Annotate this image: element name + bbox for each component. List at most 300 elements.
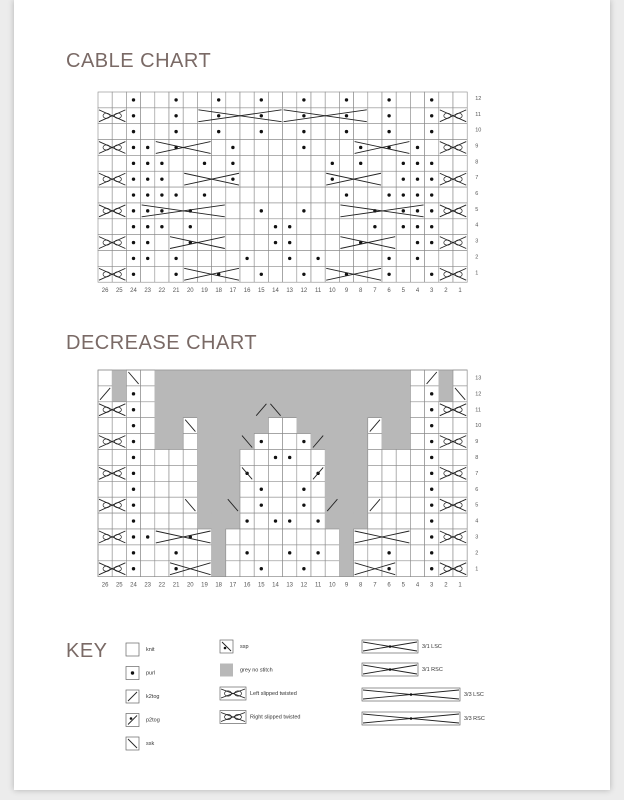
cable-cell bbox=[453, 251, 467, 267]
no-stitch-cell bbox=[212, 497, 226, 513]
decrease-cell bbox=[226, 529, 240, 545]
decrease-cell bbox=[155, 465, 169, 481]
cable-cell bbox=[212, 187, 226, 203]
no-stitch-cell bbox=[155, 402, 169, 418]
cable-row-number: 2 bbox=[475, 254, 479, 261]
purl-dot bbox=[430, 392, 433, 395]
cable-cell bbox=[297, 219, 311, 235]
no-stitch-cell bbox=[240, 370, 254, 386]
decrease-row-number: 7 bbox=[475, 470, 479, 477]
purl-dot bbox=[260, 273, 263, 276]
decrease-col-number: 22 bbox=[158, 582, 166, 589]
decrease-cell bbox=[112, 481, 126, 497]
no-stitch-cell bbox=[155, 370, 169, 386]
decrease-cell bbox=[396, 513, 410, 529]
cable-cell bbox=[396, 251, 410, 267]
purl-dot bbox=[217, 130, 220, 133]
cable-cell bbox=[439, 251, 453, 267]
decrease-cell bbox=[268, 434, 282, 450]
cable-col-number: 11 bbox=[314, 288, 322, 295]
key-label: k2tog bbox=[146, 694, 160, 700]
decrease-col-number: 19 bbox=[201, 582, 208, 589]
no-stitch-cell bbox=[197, 418, 211, 434]
cable-cell bbox=[354, 266, 368, 282]
cable-cell bbox=[183, 187, 197, 203]
purl-dot bbox=[146, 193, 149, 196]
no-stitch-cell bbox=[226, 465, 240, 481]
decrease-row-number: 6 bbox=[475, 486, 479, 493]
lsc-3-3-icon bbox=[410, 693, 413, 696]
decrease-cell bbox=[240, 450, 254, 466]
decrease-col-number: 17 bbox=[229, 582, 237, 589]
decrease-cell bbox=[141, 434, 155, 450]
no-stitch-cell bbox=[368, 402, 382, 418]
purl-dot bbox=[430, 130, 433, 133]
no-stitch-cell bbox=[339, 513, 353, 529]
cable-col-number: 23 bbox=[144, 288, 152, 295]
purl-dot bbox=[302, 114, 305, 117]
purl-dot bbox=[231, 162, 234, 165]
no-stitch-cell bbox=[212, 370, 226, 386]
decrease-cell bbox=[169, 529, 183, 545]
purl-dot bbox=[302, 503, 305, 506]
purl-dot bbox=[260, 488, 263, 491]
purl-dot bbox=[132, 551, 135, 554]
no-stitch-cell bbox=[339, 434, 353, 450]
purl-dot bbox=[387, 567, 390, 570]
decrease-cell bbox=[439, 513, 453, 529]
purl-dot bbox=[288, 456, 291, 459]
cable-cell bbox=[240, 203, 254, 219]
decrease-cell bbox=[368, 465, 382, 481]
purl-dot bbox=[316, 551, 319, 554]
cable-cell bbox=[183, 140, 197, 156]
no-stitch-cell bbox=[297, 418, 311, 434]
decrease-row-number: 5 bbox=[475, 502, 479, 509]
purl-dot bbox=[430, 225, 433, 228]
cable-row-number: 6 bbox=[475, 191, 479, 198]
decrease-row-number: 8 bbox=[475, 455, 479, 462]
decrease-cell bbox=[169, 465, 183, 481]
cable-cell bbox=[325, 235, 339, 251]
cable-cell bbox=[254, 187, 268, 203]
key-label: ssp bbox=[240, 644, 249, 650]
no-stitch-cell bbox=[354, 418, 368, 434]
decrease-cell bbox=[183, 513, 197, 529]
cable-cell bbox=[226, 219, 240, 235]
decrease-cell bbox=[268, 465, 282, 481]
cable-col-number: 22 bbox=[158, 288, 166, 295]
decrease-cell bbox=[311, 561, 325, 577]
cable-cell bbox=[155, 235, 169, 251]
decrease-cell bbox=[141, 545, 155, 561]
no-stitch-cell bbox=[212, 561, 226, 577]
decrease-col-number: 12 bbox=[300, 582, 308, 589]
cable-col-number: 21 bbox=[172, 288, 180, 295]
no-stitch-cell bbox=[226, 481, 240, 497]
no-stitch-cell bbox=[169, 434, 183, 450]
pattern-page bbox=[14, 0, 610, 790]
cable-cell bbox=[311, 155, 325, 171]
decrease-cell bbox=[240, 529, 254, 545]
cable-row-number: 4 bbox=[475, 222, 479, 229]
decrease-cell bbox=[453, 545, 467, 561]
purl-dot bbox=[416, 209, 419, 212]
decrease-cell bbox=[311, 497, 325, 513]
lsc-3-1-icon bbox=[389, 645, 392, 648]
cable-cell bbox=[197, 124, 211, 140]
cable-cell bbox=[155, 124, 169, 140]
cable-row-number: 5 bbox=[475, 206, 479, 213]
cable-cell bbox=[396, 235, 410, 251]
decrease-cell bbox=[453, 513, 467, 529]
decrease-cell bbox=[112, 545, 126, 561]
no-stitch-cell bbox=[226, 370, 240, 386]
decrease-cell bbox=[98, 418, 112, 434]
no-stitch-cell bbox=[354, 513, 368, 529]
purl-dot bbox=[402, 209, 405, 212]
purl-dot bbox=[302, 146, 305, 149]
cable-col-number: 25 bbox=[115, 288, 123, 295]
purl-dot bbox=[132, 456, 135, 459]
cable-cell bbox=[439, 219, 453, 235]
cable-cell bbox=[283, 140, 297, 156]
cable-row-number: 10 bbox=[475, 127, 482, 134]
no-stitch-cell bbox=[212, 481, 226, 497]
no-stitch-cell bbox=[325, 434, 339, 450]
cable-cell bbox=[112, 92, 126, 108]
cable-cell bbox=[268, 92, 282, 108]
cable-cell bbox=[268, 266, 282, 282]
purl-dot bbox=[274, 519, 277, 522]
purl-dot bbox=[387, 257, 390, 260]
purl-dot bbox=[174, 114, 177, 117]
purl-dot bbox=[416, 241, 419, 244]
no-stitch-cell bbox=[197, 465, 211, 481]
purl-dot bbox=[132, 424, 135, 427]
cable-col-number: 3 bbox=[430, 288, 434, 295]
decrease-cell bbox=[141, 481, 155, 497]
cable-cell bbox=[98, 251, 112, 267]
decrease-cell bbox=[141, 513, 155, 529]
cable-col-number: 17 bbox=[229, 288, 237, 295]
decrease-row-number: 12 bbox=[475, 391, 482, 398]
cable-cell bbox=[197, 235, 211, 251]
decrease-cell bbox=[453, 370, 467, 386]
no-stitch-cell bbox=[382, 370, 396, 386]
purl-dot bbox=[416, 225, 419, 228]
cable-cell bbox=[453, 155, 467, 171]
cable-cell bbox=[297, 171, 311, 187]
cable-cell bbox=[240, 187, 254, 203]
cable-cell bbox=[268, 124, 282, 140]
no-stitch-cell bbox=[212, 418, 226, 434]
decrease-cell bbox=[368, 529, 382, 545]
purl-dot bbox=[146, 241, 149, 244]
decrease-col-number: 26 bbox=[101, 582, 109, 589]
no-stitch-cell bbox=[268, 386, 282, 402]
decrease-row-number: 10 bbox=[475, 423, 482, 430]
no-stitch-cell bbox=[339, 370, 353, 386]
decrease-row-number: 3 bbox=[475, 534, 479, 541]
cable-cell bbox=[368, 92, 382, 108]
cable-cell bbox=[354, 171, 368, 187]
purl-dot bbox=[416, 146, 419, 149]
decrease-col-number: 9 bbox=[344, 582, 349, 589]
no-stitch-cell bbox=[339, 529, 353, 545]
decrease-cell bbox=[240, 497, 254, 513]
no-stitch-cell bbox=[254, 386, 268, 402]
cable-cell bbox=[183, 251, 197, 267]
no-stitch-cell bbox=[354, 481, 368, 497]
cable-cell bbox=[141, 266, 155, 282]
no-stitch-icon bbox=[220, 664, 233, 677]
decrease-cell bbox=[297, 545, 311, 561]
cable-cell bbox=[183, 155, 197, 171]
decrease-cell bbox=[410, 497, 424, 513]
decrease-col-number: 21 bbox=[172, 582, 180, 589]
cable-row-number: 7 bbox=[475, 175, 479, 182]
cable-cell bbox=[183, 108, 197, 124]
no-stitch-cell bbox=[212, 465, 226, 481]
cable-cell bbox=[339, 219, 353, 235]
cable-cell bbox=[226, 124, 240, 140]
cable-col-number: 24 bbox=[130, 288, 137, 295]
decrease-cell bbox=[283, 465, 297, 481]
decrease-cell bbox=[382, 481, 396, 497]
no-stitch-cell bbox=[268, 370, 282, 386]
no-stitch-cell bbox=[354, 497, 368, 513]
cable-cell bbox=[254, 155, 268, 171]
no-stitch-cell bbox=[212, 450, 226, 466]
purl-dot bbox=[174, 551, 177, 554]
purl-dot bbox=[132, 535, 135, 538]
no-stitch-cell bbox=[197, 386, 211, 402]
no-stitch-cell bbox=[339, 402, 353, 418]
purl-dot bbox=[132, 98, 135, 101]
decrease-col-number: 6 bbox=[387, 582, 391, 589]
no-stitch-cell bbox=[297, 370, 311, 386]
no-stitch-cell bbox=[212, 434, 226, 450]
purl-dot bbox=[430, 503, 433, 506]
cable-cell bbox=[439, 155, 453, 171]
decrease-cell bbox=[283, 434, 297, 450]
cable-row-number: 8 bbox=[475, 159, 479, 166]
cable-cell bbox=[212, 155, 226, 171]
purl-dot bbox=[387, 273, 390, 276]
cable-cell bbox=[325, 140, 339, 156]
decrease-cell bbox=[183, 465, 197, 481]
purl-dot bbox=[288, 225, 291, 228]
cable-cell bbox=[268, 171, 282, 187]
no-stitch-cell bbox=[311, 370, 325, 386]
cable-cell bbox=[240, 140, 254, 156]
no-stitch-cell bbox=[325, 418, 339, 434]
decrease-cell bbox=[98, 450, 112, 466]
decrease-cell bbox=[439, 450, 453, 466]
no-stitch-cell bbox=[226, 450, 240, 466]
decrease-cell bbox=[283, 481, 297, 497]
no-stitch-cell bbox=[112, 370, 126, 386]
decrease-cell bbox=[368, 450, 382, 466]
purl-dot bbox=[387, 114, 390, 117]
no-stitch-cell bbox=[155, 434, 169, 450]
no-stitch-cell bbox=[169, 418, 183, 434]
decrease-cell bbox=[410, 386, 424, 402]
no-stitch-cell bbox=[311, 418, 325, 434]
no-stitch-cell bbox=[183, 370, 197, 386]
purl-dot bbox=[373, 225, 376, 228]
purl-dot bbox=[430, 162, 433, 165]
cable-cell bbox=[183, 92, 197, 108]
purl-dot bbox=[132, 209, 135, 212]
decrease-cell bbox=[240, 561, 254, 577]
purl-dot bbox=[146, 177, 149, 180]
purl-dot bbox=[132, 257, 135, 260]
decrease-cell bbox=[141, 465, 155, 481]
decrease-col-number: 11 bbox=[314, 582, 322, 589]
decrease-cell bbox=[410, 465, 424, 481]
purl-dot bbox=[146, 535, 149, 538]
decrease-cell bbox=[396, 545, 410, 561]
purl-dot bbox=[132, 130, 135, 133]
cable-row-number: 12 bbox=[475, 95, 482, 102]
cable-cell bbox=[169, 155, 183, 171]
key-label: 3/3 RSC bbox=[464, 716, 485, 722]
purl-dot bbox=[160, 193, 163, 196]
decrease-cell bbox=[283, 529, 297, 545]
purl-dot bbox=[345, 114, 348, 117]
decrease-col-number: 24 bbox=[130, 582, 137, 589]
cable-cell bbox=[254, 235, 268, 251]
no-stitch-cell bbox=[339, 465, 353, 481]
cable-cell bbox=[268, 155, 282, 171]
purl-dot bbox=[430, 424, 433, 427]
decrease-cell bbox=[283, 561, 297, 577]
no-stitch-cell bbox=[325, 370, 339, 386]
cable-row-number: 3 bbox=[475, 238, 479, 245]
purl-dot bbox=[402, 162, 405, 165]
purl-dot bbox=[402, 177, 405, 180]
purl-dot bbox=[132, 472, 135, 475]
decrease-col-number: 8 bbox=[359, 582, 363, 589]
cable-col-number: 1 bbox=[458, 288, 462, 295]
no-stitch-cell bbox=[439, 386, 453, 402]
purl-dot bbox=[430, 177, 433, 180]
cable-col-number: 6 bbox=[387, 288, 391, 295]
cable-cell bbox=[226, 92, 240, 108]
purl-dot bbox=[302, 440, 305, 443]
decrease-cell bbox=[169, 450, 183, 466]
cable-cell bbox=[98, 92, 112, 108]
no-stitch-cell bbox=[339, 386, 353, 402]
decrease-cell bbox=[396, 561, 410, 577]
decrease-cell bbox=[325, 561, 339, 577]
cable-cell bbox=[339, 171, 353, 187]
cable-cell bbox=[297, 187, 311, 203]
cable-cell bbox=[368, 155, 382, 171]
p2tog-icon bbox=[130, 717, 133, 720]
purl-dot bbox=[302, 98, 305, 101]
purl-dot bbox=[302, 567, 305, 570]
decrease-cell bbox=[283, 497, 297, 513]
cable-cell bbox=[240, 92, 254, 108]
purl-dot bbox=[402, 193, 405, 196]
purl-dot bbox=[174, 98, 177, 101]
purl-dot bbox=[387, 193, 390, 196]
purl-dot bbox=[302, 273, 305, 276]
cable-cell bbox=[396, 108, 410, 124]
decrease-cell bbox=[382, 450, 396, 466]
decrease-row-number: 13 bbox=[475, 375, 482, 382]
purl-dot bbox=[203, 162, 206, 165]
purl-dot bbox=[146, 257, 149, 260]
decrease-cell bbox=[268, 418, 282, 434]
no-stitch-cell bbox=[283, 386, 297, 402]
purl-dot bbox=[430, 535, 433, 538]
cable-cell bbox=[197, 219, 211, 235]
no-stitch-cell bbox=[368, 370, 382, 386]
cable-cell bbox=[283, 92, 297, 108]
cable-cell bbox=[311, 235, 325, 251]
no-stitch-cell bbox=[396, 370, 410, 386]
cable-cell bbox=[354, 92, 368, 108]
cable-col-number: 16 bbox=[243, 288, 251, 295]
purl-dot bbox=[132, 241, 135, 244]
cable-cell bbox=[283, 203, 297, 219]
decrease-cell bbox=[311, 481, 325, 497]
cable-cell bbox=[226, 203, 240, 219]
cable-cell bbox=[368, 251, 382, 267]
cable-cell bbox=[240, 171, 254, 187]
purl-dot bbox=[359, 146, 362, 149]
cable-cell bbox=[311, 266, 325, 282]
no-stitch-cell bbox=[325, 481, 339, 497]
cable-cell bbox=[382, 171, 396, 187]
cable-cell bbox=[311, 219, 325, 235]
purl-dot bbox=[430, 456, 433, 459]
cable-col-number: 8 bbox=[359, 288, 363, 295]
no-stitch-cell bbox=[226, 434, 240, 450]
cable-cell bbox=[453, 124, 467, 140]
no-stitch-cell bbox=[197, 434, 211, 450]
no-stitch-cell bbox=[339, 450, 353, 466]
decrease-col-number: 16 bbox=[243, 582, 251, 589]
purl-dot bbox=[302, 130, 305, 133]
cable-cell bbox=[439, 124, 453, 140]
decrease-cell bbox=[197, 545, 211, 561]
cable-cell bbox=[169, 219, 183, 235]
decrease-cell bbox=[410, 545, 424, 561]
cable-cell bbox=[368, 124, 382, 140]
decrease-cell bbox=[155, 497, 169, 513]
cable-cell bbox=[311, 187, 325, 203]
key-label: Right slipped twisted bbox=[250, 714, 301, 721]
decrease-cell bbox=[169, 513, 183, 529]
no-stitch-cell bbox=[197, 450, 211, 466]
decrease-cell bbox=[183, 481, 197, 497]
decrease-cell bbox=[112, 450, 126, 466]
decrease-cell bbox=[297, 513, 311, 529]
decrease-cell bbox=[226, 561, 240, 577]
decrease-cell bbox=[98, 481, 112, 497]
cable-cell bbox=[354, 124, 368, 140]
decrease-row-number: 2 bbox=[475, 550, 479, 557]
cable-cell bbox=[141, 108, 155, 124]
purl-dot bbox=[146, 162, 149, 165]
no-stitch-cell bbox=[226, 513, 240, 529]
purl-dot bbox=[132, 488, 135, 491]
